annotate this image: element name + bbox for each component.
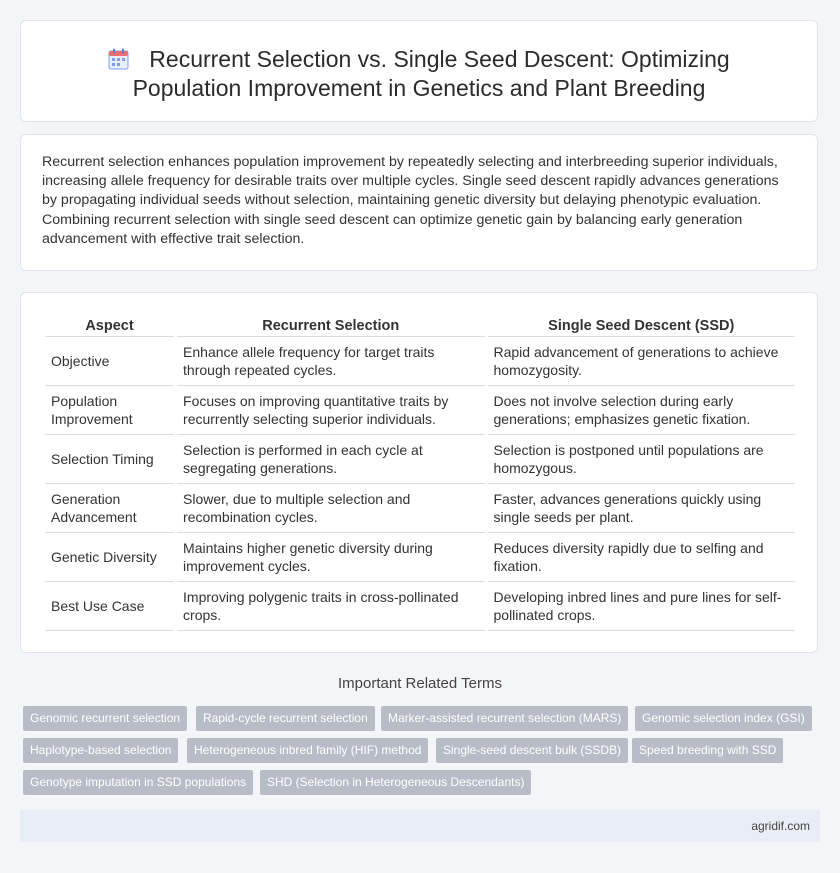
cell-ssd: Selection is postponed until populations are homozygous. bbox=[488, 435, 796, 484]
related-term-tag[interactable]: Haplotype-based selection bbox=[23, 738, 178, 763]
footer-site[interactable]: agridif.com bbox=[751, 819, 810, 833]
intro-paragraph: Recurrent selection enhances population improvement by repeatedly selecting and interbreeding superior individuals, increasing allele frequency for desirable traits over multiple cycles. Single seed descent rapidly advances generations by propagating individual seeds without selection, maintaining genetic diversity but delaying phenotypic evaluation. Combining recurrent selection with single seed descent can optimize genetic gain by balancing early generation advancement with effective trait selection. bbox=[42, 154, 779, 247]
comparison-card bbox=[20, 292, 818, 653]
header-single-seed-descent: Single Seed Descent (SSD) bbox=[488, 316, 796, 337]
table-row bbox=[45, 533, 795, 582]
page-title bbox=[61, 45, 777, 103]
cell-ssd: Reduces diversity rapidly due to selfing and fixation. bbox=[488, 533, 796, 582]
cell-aspect: Generation Advancement bbox=[45, 484, 174, 533]
cell-recurrent: Focuses on improving quantitative traits by recurrently selecting superior individuals. bbox=[177, 386, 484, 435]
related-term-tag[interactable]: Rapid-cycle recurrent selection bbox=[196, 706, 375, 731]
related-term-tag[interactable]: Genomic selection index (GSI) bbox=[635, 706, 812, 731]
cell-aspect: Best Use Case bbox=[45, 582, 174, 631]
related-terms-heading: Important Related Terms bbox=[338, 675, 502, 692]
page-title-text: Recurrent Selection vs. Single Seed Descent: Optimizing Population Improvement in Genetics and Plant Breeding bbox=[132, 46, 730, 101]
header-recurrent-selection: Recurrent Selection bbox=[177, 316, 484, 337]
cell-ssd: Developing inbred lines and pure lines for self-pollinated crops. bbox=[488, 582, 796, 631]
footer bbox=[20, 810, 820, 842]
title-card bbox=[20, 20, 818, 122]
related-term-tag[interactable]: Heterogeneous inbred family (HIF) method bbox=[187, 738, 428, 763]
table-row bbox=[45, 484, 795, 533]
cell-aspect: Population Improvement bbox=[45, 386, 174, 435]
cell-ssd: Does not involve selection during early generations; emphasizes genetic fixation. bbox=[488, 386, 796, 435]
table-header-row bbox=[45, 316, 795, 337]
table-row bbox=[45, 582, 795, 631]
cell-ssd: Faster, advances generations quickly using single seeds per plant. bbox=[488, 484, 796, 533]
table-row bbox=[45, 386, 795, 435]
table-row bbox=[45, 337, 795, 386]
cell-recurrent: Selection is performed in each cycle at segregating generations. bbox=[177, 435, 484, 484]
cell-ssd: Rapid advancement of generations to achieve homozygosity. bbox=[488, 337, 796, 386]
related-term-tag[interactable]: Single-seed descent bulk (SSDB) bbox=[436, 738, 628, 763]
intro-card bbox=[20, 134, 818, 271]
related-term-tag[interactable]: Marker-assisted recurrent selection (MARS) bbox=[381, 706, 628, 731]
table-row bbox=[45, 435, 795, 484]
header-aspect: Aspect bbox=[45, 316, 174, 337]
related-term-tag[interactable]: Genotype imputation in SSD populations bbox=[23, 770, 253, 795]
calendar-icon bbox=[108, 48, 129, 70]
cell-recurrent: Maintains higher genetic diversity during improvement cycles. bbox=[177, 533, 484, 582]
cell-recurrent: Enhance allele frequency for target traits through repeated cycles. bbox=[177, 337, 484, 386]
cell-aspect: Objective bbox=[45, 337, 174, 386]
cell-aspect: Selection Timing bbox=[45, 435, 174, 484]
cell-recurrent: Slower, due to multiple selection and recombination cycles. bbox=[177, 484, 484, 533]
cell-aspect: Genetic Diversity bbox=[45, 533, 174, 582]
related-term-tag[interactable]: Genomic recurrent selection bbox=[23, 706, 187, 731]
related-term-tag[interactable]: Speed breeding with SSD bbox=[632, 738, 783, 763]
cell-recurrent: Improving polygenic traits in cross-pollinated crops. bbox=[177, 582, 484, 631]
related-term-tag[interactable]: SHD (Selection in Heterogeneous Descendants) bbox=[260, 770, 531, 795]
comparison-table bbox=[42, 316, 798, 631]
